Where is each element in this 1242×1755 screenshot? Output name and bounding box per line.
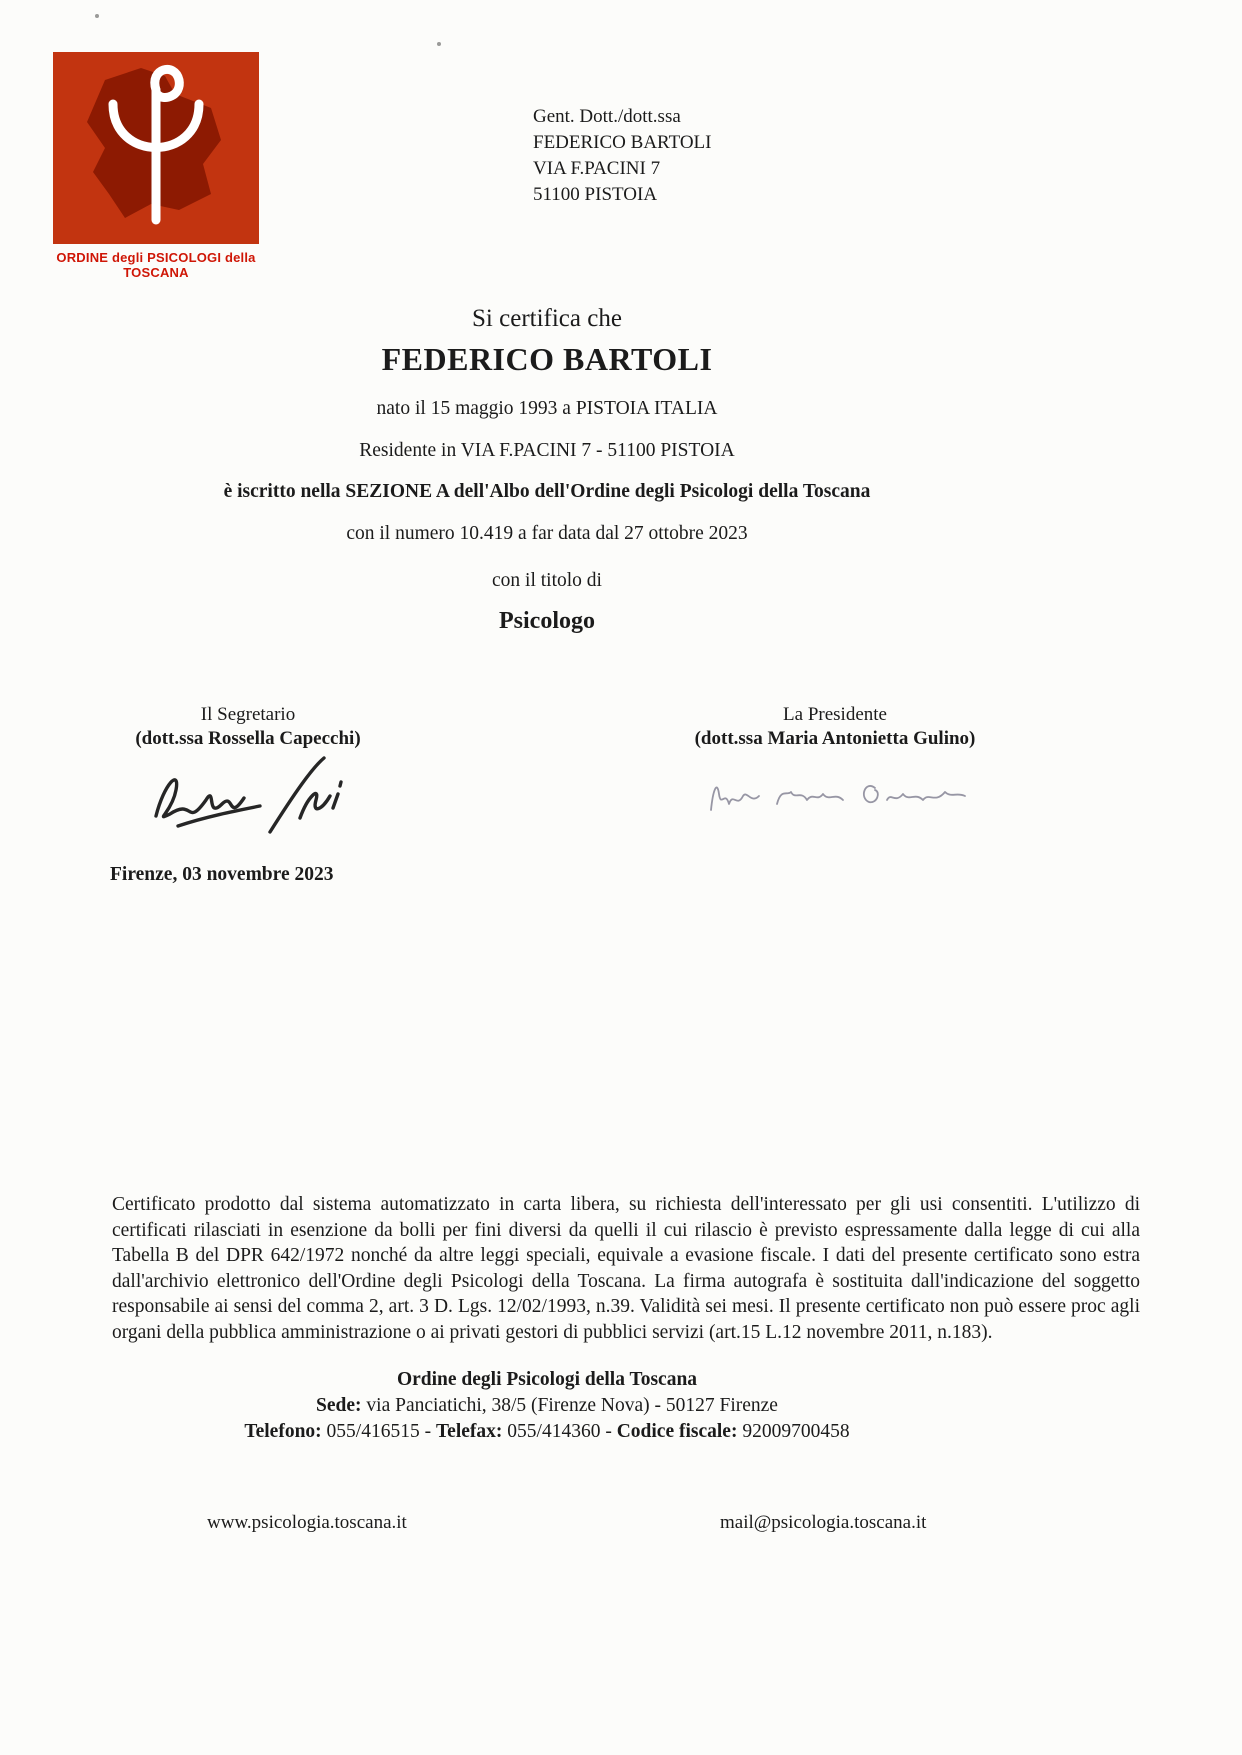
addressee-name: FEDERICO BARTOLI [533, 132, 712, 153]
addressee-block [533, 104, 712, 208]
registration-line: è iscritto nella SEZIONE A dell'Albo dell'Ordine degli Psicologi della Toscana [223, 481, 871, 502]
residence-line: Residente in VIA F.PACINI 7 - 51100 PISTOIA [359, 440, 735, 461]
certified-person-name: FEDERICO BARTOLI [381, 341, 713, 377]
footer-telefax-value: 055/414360 - [502, 1421, 617, 1442]
birth-line: nato il 15 maggio 1993 a PISTOIA ITALIA [376, 398, 718, 419]
footer-telefono-value: 055/416515 - [321, 1421, 436, 1442]
footer-codice-fiscale-label: Codice fiscale: [616, 1421, 738, 1442]
secretary-name: (dott.ssa Rossella Capecchi) [135, 728, 361, 749]
addressee-street: VIA F.PACINI 7 [533, 158, 661, 179]
addressee-salutation: Gent. Dott./dott.ssa [533, 106, 681, 127]
footer-organization: Ordine degli Psicologi della Toscana [396, 1369, 698, 1390]
certifies-line: Si certifica che [472, 305, 622, 332]
registration-number-line: con il numero 10.419 a far data dal 27 ottobre 2023 [346, 523, 748, 544]
footer-email: mail@psicologia.toscana.it [720, 1512, 927, 1533]
footer-sede-label: Sede: [316, 1395, 362, 1416]
scan-speck [95, 14, 99, 18]
logo-caption: ORDINE degli PSICOLOGI della TOSCANA [56, 250, 256, 280]
footer-telefono-label: Telefono: [244, 1421, 322, 1442]
scan-speck [437, 42, 441, 46]
president-role: La Presidente [783, 704, 887, 725]
president-signature-image [703, 768, 975, 829]
footer-telefax-label: Telefax: [435, 1421, 503, 1442]
order-logo [53, 52, 259, 244]
footer-codice-fiscale-value: 92009700458 [737, 1421, 850, 1442]
president-signature-block [693, 703, 977, 751]
title-intro-line: con il titolo di [492, 570, 602, 591]
footer-address-line [0, 1395, 1094, 1417]
addressee-city: 51100 PISTOIA [533, 184, 658, 205]
psi-tuscany-logo-graphic [53, 52, 259, 244]
footer-sede-value: via Panciatichi, 38/5 (Firenze Nova) - 50127 Firenze [361, 1395, 778, 1416]
secretary-role: Il Segretario [200, 704, 296, 725]
professional-title: Psicologo [499, 608, 595, 634]
footer-contacts-line [0, 1421, 1094, 1443]
president-name: (dott.ssa Maria Antonietta Gulino) [694, 728, 976, 749]
secretary-signature-block [125, 703, 371, 751]
place-date-line: Firenze, 03 novembre 2023 [110, 864, 334, 885]
footer-website: www.psicologia.toscana.it [207, 1512, 407, 1533]
secretary-signature-image [148, 752, 380, 845]
legal-disclaimer-paragraph: Certificato prodotto dal sistema automatizzato in carta libera, su richiesta dell'interessato per gli usi consentiti. L'utilizzo di certificati rilasciati in esenzione da bolli per fini diversi da quelli il cui rilascio è previsto espressamente dalla legge di cui alla Tabella B del DPR 642/1972 nonché da altre leggi speciali, equivale a evasione fiscale. I dati del presente certificato sono estra dall'archivio elettronico dell'Ordine degli Psicologi della Toscana. La firma autografa è sostituita dall'indicazione del soggetto responsabile ai sensi del comma 2, art. 3 D. Lgs. 12/02/1993, n.39. Validità sei mesi. Il presente certificato non può essere proc agli organi della pubblica amministrazione o ai privati gestori di pubblici servizi (art.15 L.12 novembre 2011, n.183). [112, 1194, 1140, 1343]
